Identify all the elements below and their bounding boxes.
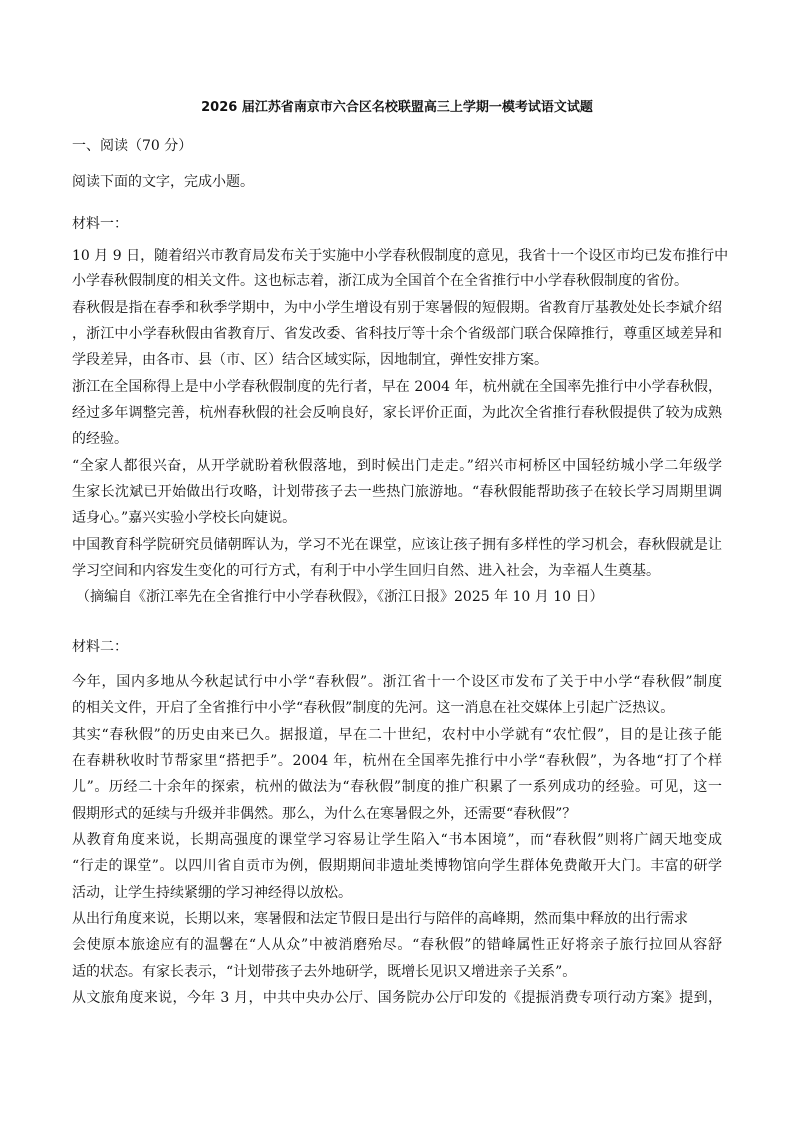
material1-line: 适身心。”嘉兴实验小学校长向婕说。 <box>72 510 297 526</box>
material2-line: 其实“春秋假”的历史由来已久。据报道，早在二十世纪，农村中小学就有“农忙假”，目的是让孩子能 <box>72 727 722 743</box>
reading-instruction: 阅读下面的文字，完成小题。 <box>72 174 254 190</box>
material1-line: 浙江在全国称得上是中小学春秋假制度的先行者，早在 2004 年，杭州就在全国率先推行中小学春秋假， <box>72 379 722 395</box>
material1-line: “全家人都很兴奋，从开学就盼着秋假落地，到时候出门走走。”绍兴市柯桥区中国轻纺城小学二年级学 <box>72 458 722 474</box>
material1-line: 的经验。 <box>72 431 128 447</box>
material1-heading: 材料一： <box>72 216 128 232</box>
material1-line: 学段差异，由各市、县（市、区）结合区域实际，因地制宜，弹性安排方案。 <box>72 352 548 368</box>
material2-line: 的相关文件，开启了全省推行中小学“春秋假”制度的先河。这一消息在社交媒体上引起广泛热议。 <box>72 700 675 716</box>
material2-line: 从文旅角度来说，今年 3 月，中共中央办公厅、国务院办公厅印发的《提振消费专项行动方案》提到， <box>72 990 722 1006</box>
section-heading: 一、阅读（70 分） <box>72 138 193 154</box>
material1-line: 春秋假是指在春季和秋季学期中，为中小学生增设有别于寒暑假的短假期。省教育厅基教处处长李斌介绍 <box>72 300 722 316</box>
material1-source: （摘编自《浙江率先在全省推行中小学春秋假》，《浙江日报》2025 年 10 月 10 日） <box>76 589 604 605</box>
material2-line: 从教育角度来说，长期高强度的课堂学习容易让学生陷入“书本困境”，而“春秋假”则将广阔天地变成 <box>72 832 722 848</box>
material2-line: 活动，让学生持续紧绷的学习神经得以放松。 <box>72 885 352 901</box>
material2-line: 在春耕秋收时节帮家里“搭把手”。2004 年，杭州在全国率先推行中小学“春秋假”，为各地“打了个样 <box>72 753 722 769</box>
material1-line: 中国教育科学院研究员储朝晖认为，学习不光在课堂，应该让孩子拥有多样性的学习机会，春秋假就是让 <box>72 537 722 553</box>
material2-line: 假期形式的延续与升级并非偶然。那么，为什么在寒暑假之外，还需要“春秋假”？ <box>72 806 577 822</box>
material2-heading: 材料二： <box>72 639 128 655</box>
material1-line: 小学春秋假制度的相关文件。这也标志着，浙江成为全国首个在全省推行中小学春秋假制度的省份。 <box>72 273 688 289</box>
material1-line: 经过多年调整完善，杭州春秋假的社会反响良好，家长评价正面，为此次全省推行春秋假提供了较为成熟 <box>72 405 722 421</box>
exam-title: 2026 届江苏省南京市六合区名校联盟高三上学期一模考试语文试题 <box>201 100 593 115</box>
material1-line: 10 月 9 日，随着绍兴市教育局发布关于实施中小学春秋假制度的意见，我省十一个设区市均已发布推行中 <box>72 248 729 264</box>
material2-line: 今年，国内多地从今秋起试行中小学“春秋假”。浙江省十一个设区市发布了关于中小学“春秋假”制度 <box>72 674 722 690</box>
material1-line: 生家长沈斌已开始做出行攻略，计划带孩子去一些热门旅游地。“春秋假能帮助孩子在较长学习周期里调 <box>72 484 722 500</box>
material2-line: “行走的课堂”。以四川省自贡市为例，假期期间非遗址类博物馆向学生群体免费敞开大门。丰富的研学 <box>72 858 722 874</box>
material2-line: 会使原本旅途应有的温馨在“人从众”中被消磨殆尽。“春秋假”的错峰属性正好将亲子旅行拉回从容舒 <box>72 937 722 953</box>
material2-line: 从出行角度来说，长期以来，寒暑假和法定节假日是出行与陪伴的高峰期，然而集中释放的出行需求 <box>72 911 688 927</box>
material1-line: 学习空间和内容发生变化的可行方式，有利于中小学生回归自然、进入社会，为幸福人生奠基。 <box>72 563 660 579</box>
material1-line: ，浙江中小学春秋假由省教育厅、省发改委、省科技厅等十余个省级部门联合保障推行，尊重区域差异和 <box>72 326 722 342</box>
material2-line: 儿”。历经二十余年的探索，杭州的做法为“春秋假”制度的推广积累了一系列成功的经验。可见，这一 <box>72 779 722 795</box>
material2-line: 适的状态。有家长表示，“计划带孩子去外地研学，既增长见识又增进亲子关系”。 <box>72 964 577 980</box>
